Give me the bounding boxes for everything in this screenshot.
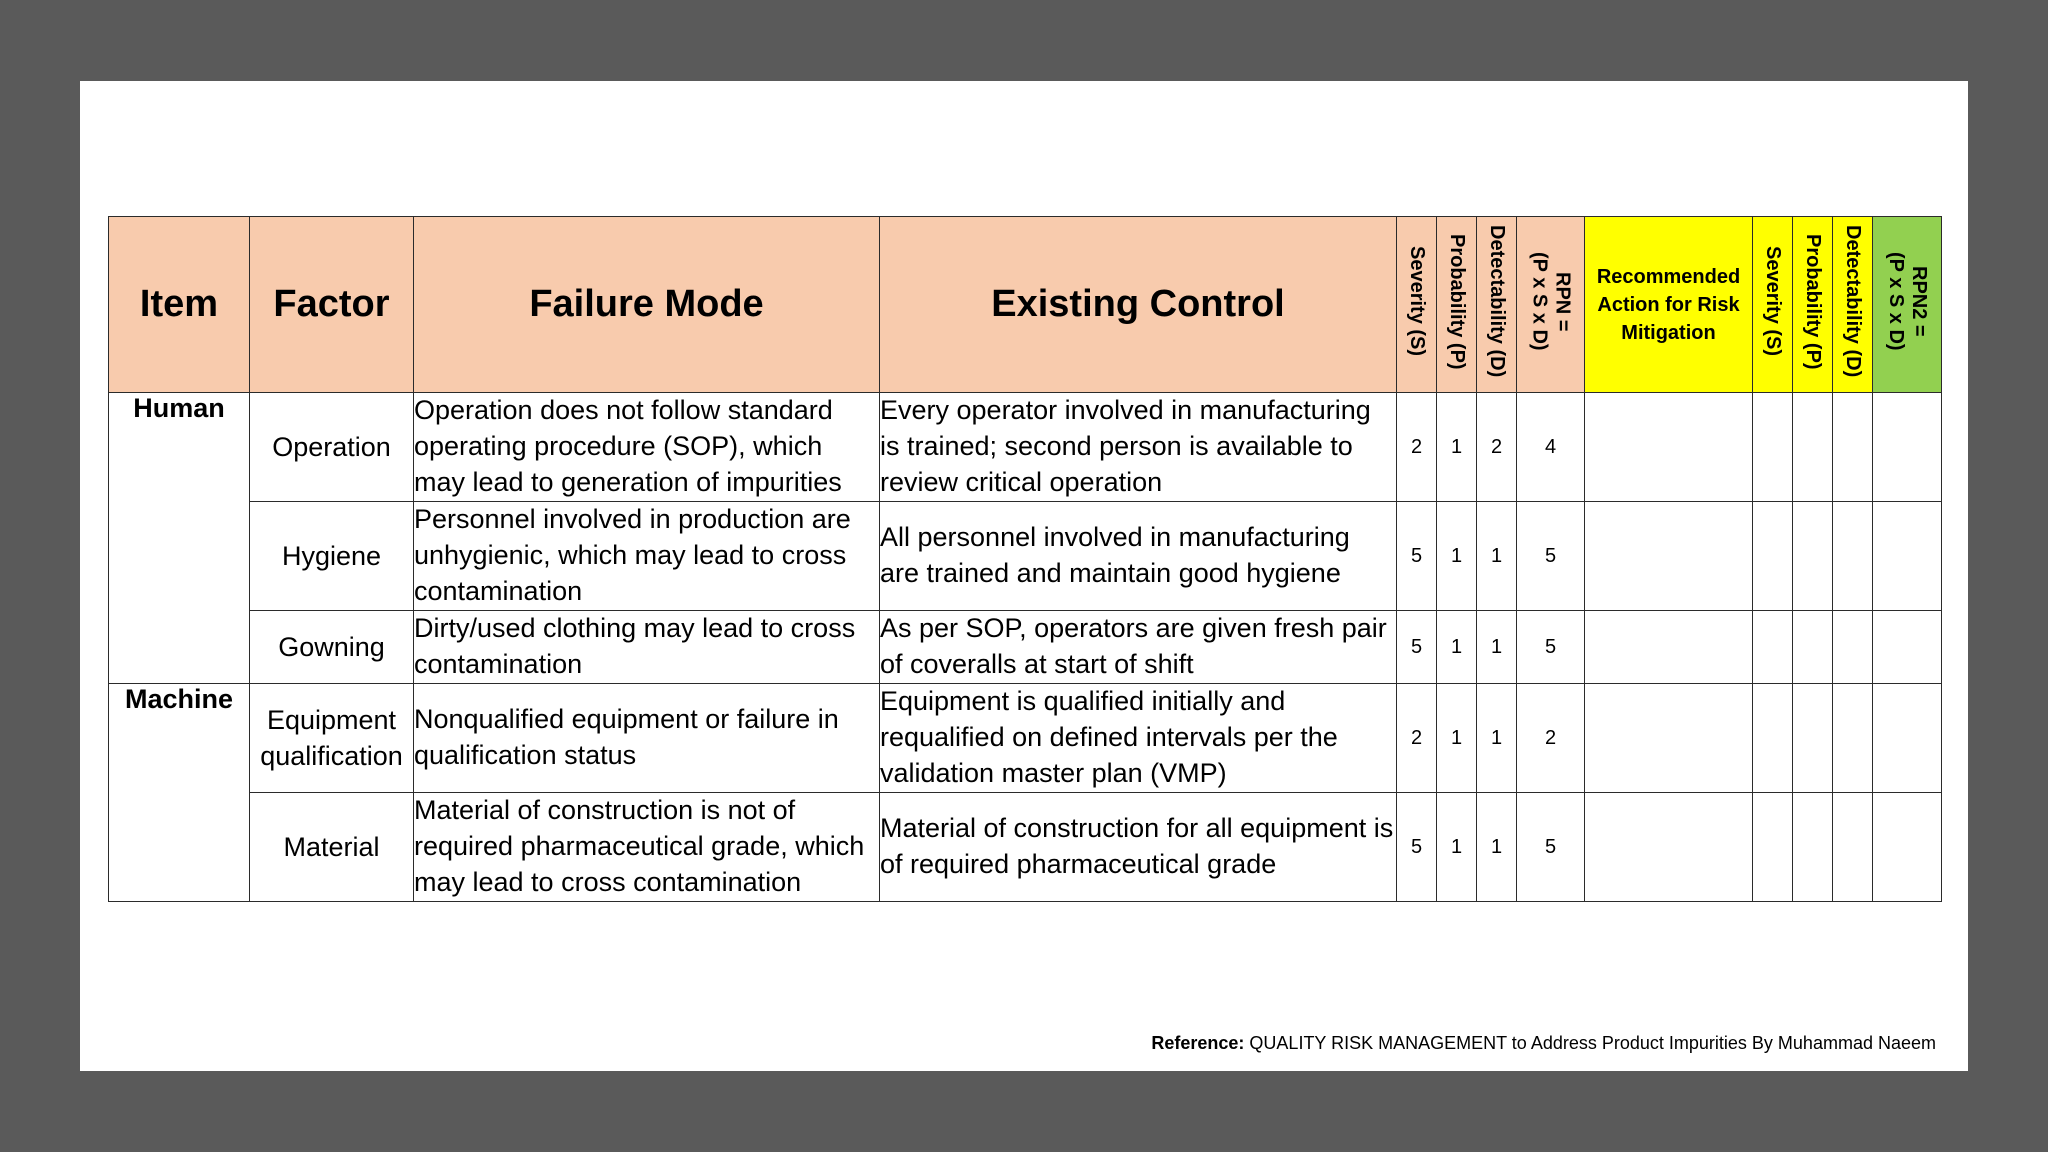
rpn2-cell (1873, 502, 1942, 611)
header-severity-2 (1753, 217, 1793, 393)
probability-2-cell (1793, 611, 1833, 684)
existing-control-cell: Material of construction for all equipment is of required pharmaceutical grade (880, 793, 1397, 902)
rpn-cell: 5 (1517, 502, 1585, 611)
header-rpn-label (1528, 252, 1574, 351)
severity-cell: 5 (1397, 502, 1437, 611)
severity-2-cell (1753, 502, 1793, 611)
probability-2-cell (1793, 793, 1833, 902)
table-row (109, 611, 1942, 684)
existing-control-cell: Every operator involved in manufacturing is trained; second person is available to review critical operation (880, 393, 1397, 502)
factor-cell: Gowning (250, 611, 414, 684)
rpn2-cell (1873, 393, 1942, 502)
item-cell: Human (109, 393, 250, 684)
factor-cell: Operation (250, 393, 414, 502)
detectability-2-cell (1833, 793, 1873, 902)
failure-mode-cell: Material of construction is not of required pharmaceutical grade, which may lead to cross contamination (414, 793, 880, 902)
header-detectability-label: Detectability (D) (1486, 225, 1508, 378)
probability-cell: 1 (1437, 793, 1477, 902)
header-factor: Factor (250, 217, 414, 393)
header-row (109, 217, 1942, 393)
header-severity (1397, 217, 1437, 393)
header-severity-2-label: Severity (S) (1762, 246, 1784, 357)
recommended-action-cell (1585, 393, 1753, 502)
failure-mode-cell: Nonqualified equipment or failure in qualification status (414, 684, 880, 793)
detectability-cell: 1 (1477, 611, 1517, 684)
severity-cell: 5 (1397, 611, 1437, 684)
fmea-table (108, 216, 1942, 902)
table-row (109, 684, 1942, 793)
header-probability-2 (1793, 217, 1833, 393)
header-detectability-2-label: Detectability (D) (1842, 225, 1864, 378)
table-row (109, 502, 1942, 611)
factor-cell: Equipment qualification (250, 684, 414, 793)
header-rpn2-label (1884, 252, 1930, 351)
detectability-2-cell (1833, 684, 1873, 793)
header-recommended-action: Recommended Action for Risk Mitigation (1585, 217, 1753, 393)
severity-cell: 5 (1397, 793, 1437, 902)
detectability-2-cell (1833, 502, 1873, 611)
header-probability-2-label: Probability (P) (1802, 233, 1824, 370)
severity-2-cell (1753, 393, 1793, 502)
header-probability-label: Probability (P) (1446, 233, 1468, 370)
header-probability (1437, 217, 1477, 393)
rpn2-cell (1873, 684, 1942, 793)
rpn-cell: 5 (1517, 611, 1585, 684)
reference-label: Reference: (1151, 1033, 1245, 1053)
probability-cell: 1 (1437, 684, 1477, 793)
header-detectability-2 (1833, 217, 1873, 393)
detectability-cell: 2 (1477, 393, 1517, 502)
detectability-cell: 1 (1477, 684, 1517, 793)
recommended-action-cell (1585, 611, 1753, 684)
existing-control-cell: All personnel involved in manufacturing are trained and maintain good hygiene (880, 502, 1397, 611)
probability-cell: 1 (1437, 611, 1477, 684)
recommended-action-cell (1585, 684, 1753, 793)
probability-cell: 1 (1437, 502, 1477, 611)
probability-cell: 1 (1437, 393, 1477, 502)
header-rpn (1517, 217, 1585, 393)
factor-cell: Hygiene (250, 502, 414, 611)
severity-2-cell (1753, 684, 1793, 793)
rpn2-cell (1873, 793, 1942, 902)
header-failure-mode: Failure Mode (414, 217, 880, 393)
table-row (109, 793, 1942, 902)
rpn-cell: 4 (1517, 393, 1585, 502)
header-rpn-line1: RPN = (1551, 271, 1574, 332)
slide (80, 81, 1968, 1071)
header-detectability (1477, 217, 1517, 393)
header-rpn2-line1: RPN2 = (1908, 266, 1930, 337)
failure-mode-cell: Personnel involved in production are unhygienic, which may lead to cross contamination (414, 502, 880, 611)
severity-2-cell (1753, 793, 1793, 902)
probability-2-cell (1793, 393, 1833, 502)
probability-2-cell (1793, 502, 1833, 611)
recommended-action-cell (1585, 793, 1753, 902)
detectability-cell: 1 (1477, 502, 1517, 611)
rpn-cell: 5 (1517, 793, 1585, 902)
existing-control-cell: As per SOP, operators are given fresh pair of coveralls at start of shift (880, 611, 1397, 684)
header-rpn2 (1873, 217, 1942, 393)
probability-2-cell (1793, 684, 1833, 793)
header-existing-control: Existing Control (880, 217, 1397, 393)
severity-cell: 2 (1397, 684, 1437, 793)
severity-cell: 2 (1397, 393, 1437, 502)
rpn-cell: 2 (1517, 684, 1585, 793)
item-cell: Machine (109, 684, 250, 902)
table-row (109, 393, 1942, 502)
reference-note (1151, 1033, 1936, 1054)
recommended-action-cell (1585, 502, 1753, 611)
failure-mode-cell: Operation does not follow standard operating procedure (SOP), which may lead to generation of impurities (414, 393, 880, 502)
rpn2-cell (1873, 611, 1942, 684)
existing-control-cell: Equipment is qualified initially and requalified on defined intervals per the validation master plan (VMP) (880, 684, 1397, 793)
header-severity-label: Severity (S) (1406, 246, 1428, 357)
failure-mode-cell: Dirty/used clothing may lead to cross contamination (414, 611, 880, 684)
reference-text: QUALITY RISK MANAGEMENT to Address Product Impurities By Muhammad Naeem (1249, 1033, 1936, 1053)
header-rpn2-line2: (P x S x D) (1885, 252, 1907, 351)
detectability-2-cell (1833, 393, 1873, 502)
detectability-cell: 1 (1477, 793, 1517, 902)
header-rpn-line2: (P x S x D) (1528, 252, 1551, 351)
severity-2-cell (1753, 611, 1793, 684)
factor-cell: Material (250, 793, 414, 902)
detectability-2-cell (1833, 611, 1873, 684)
header-item: Item (109, 217, 250, 393)
